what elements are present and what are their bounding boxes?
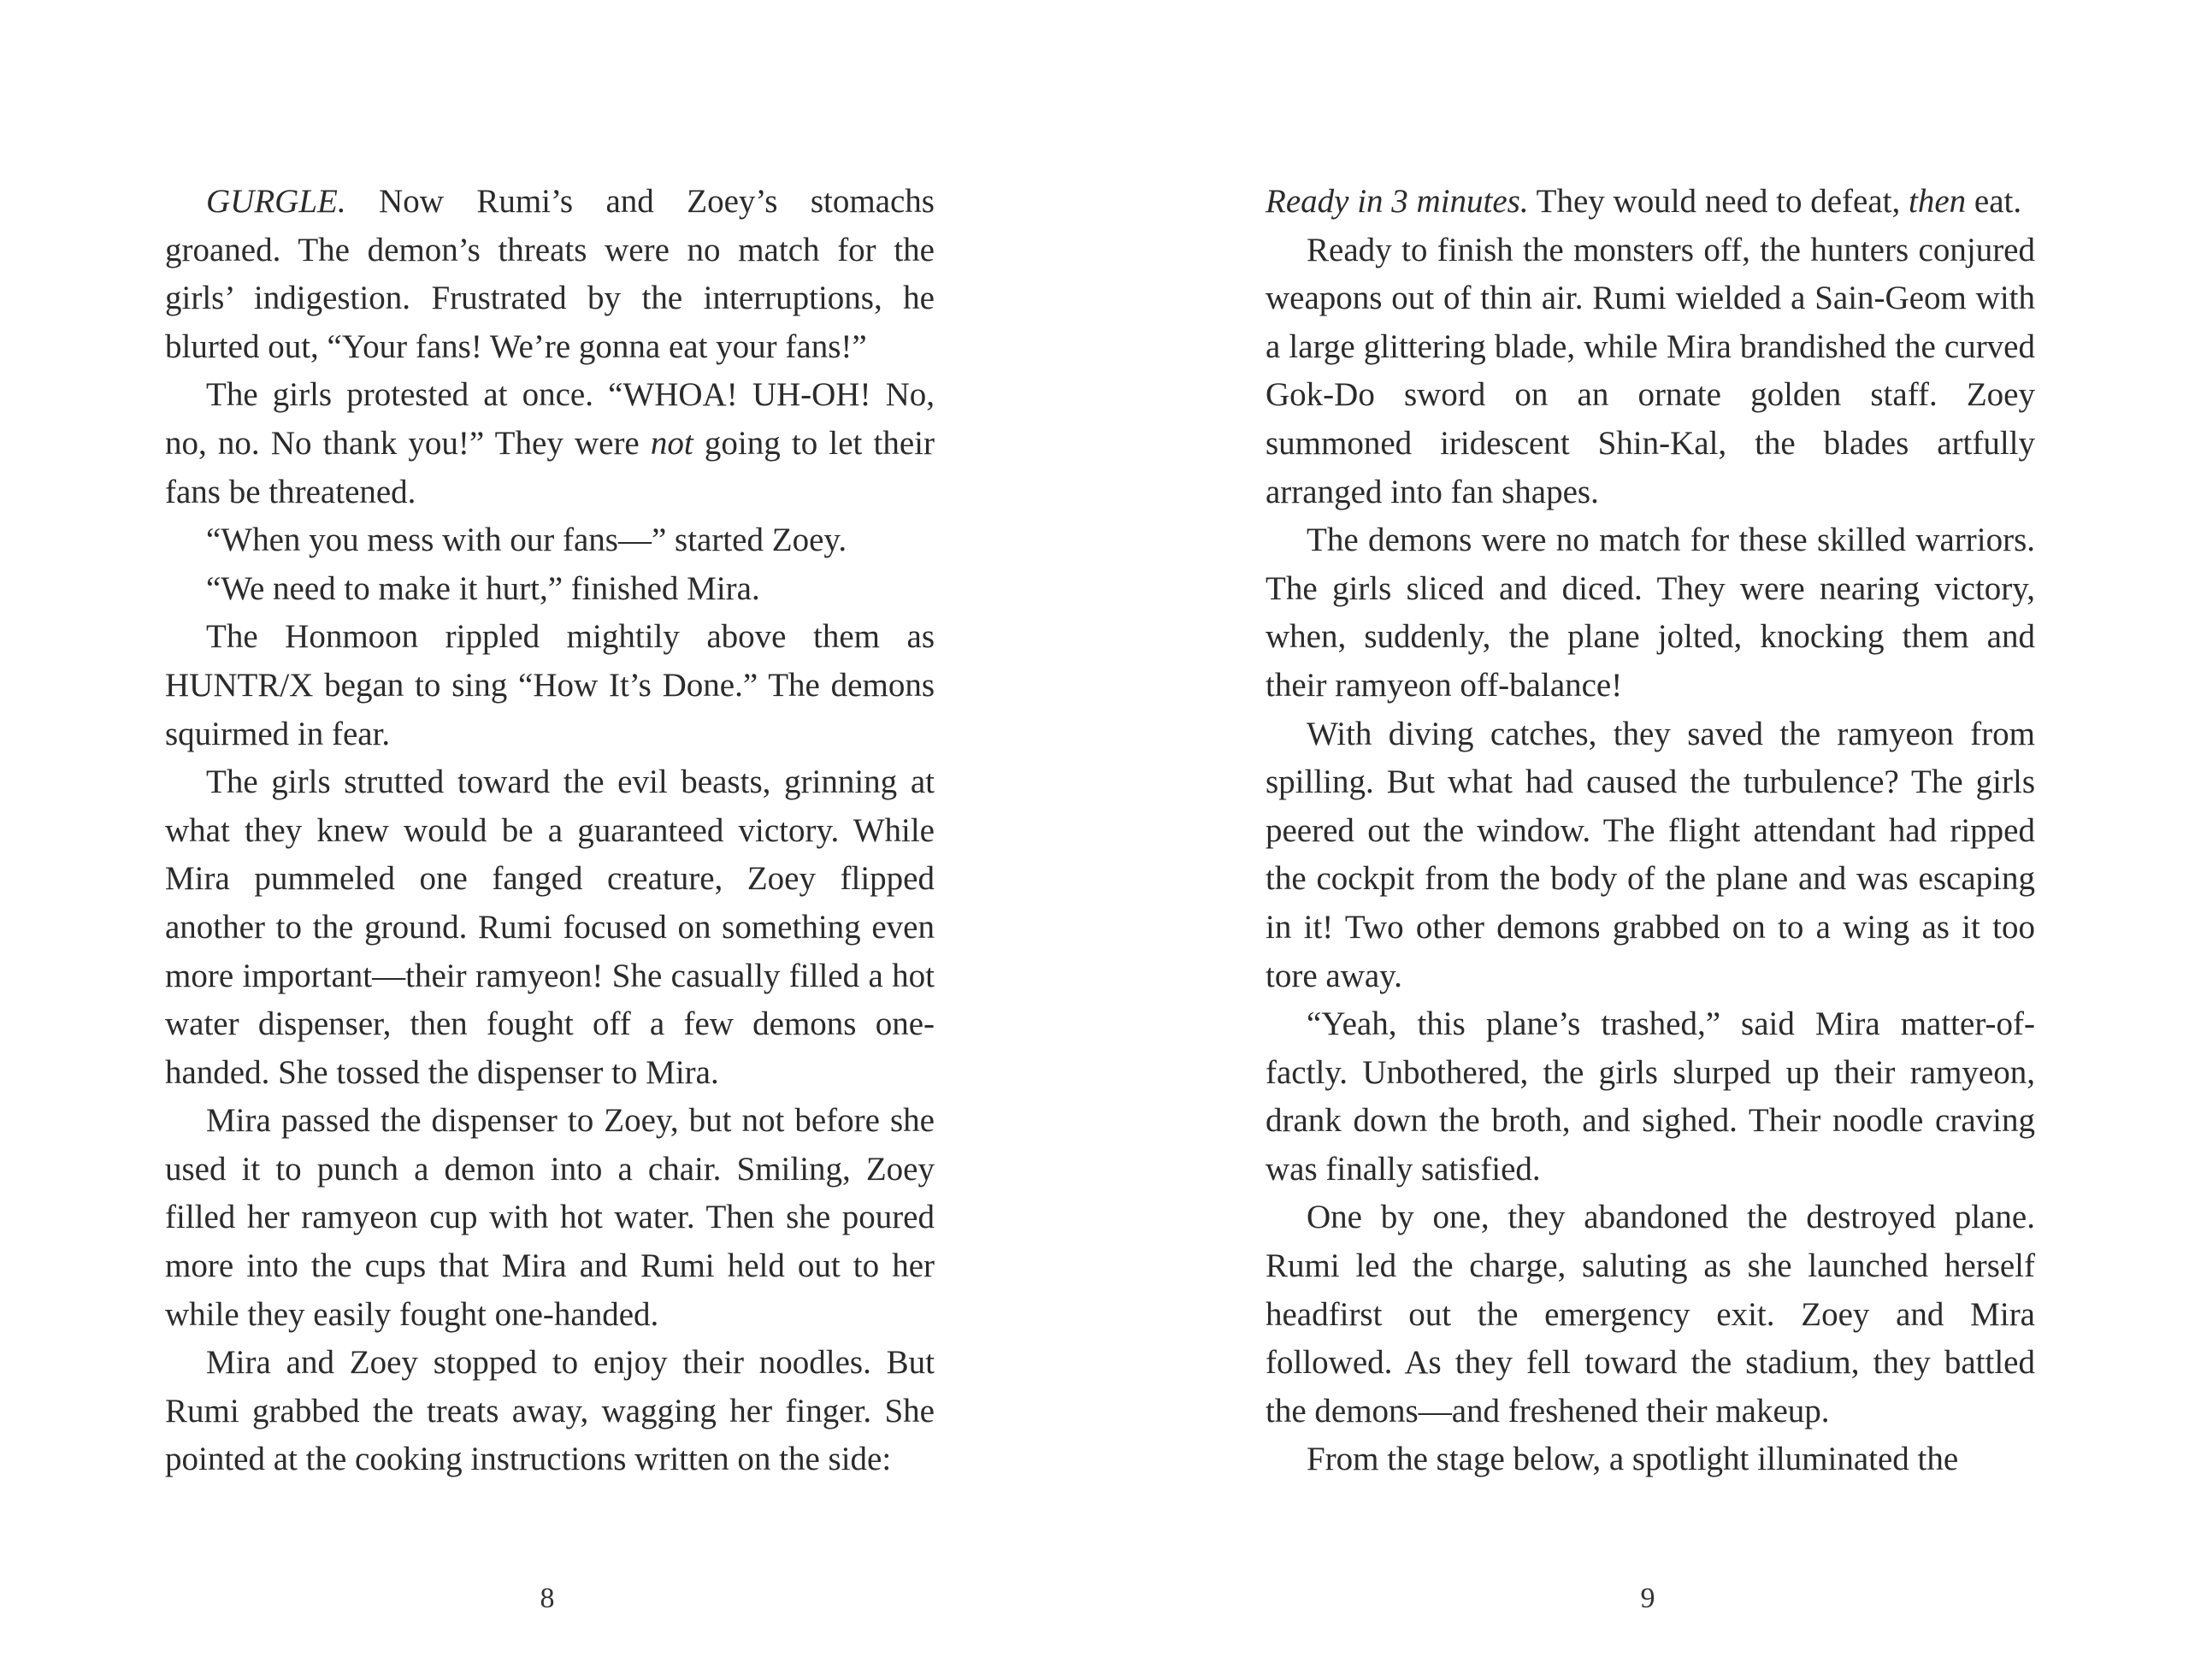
paragraph-text: They would need to defeat,	[1528, 183, 1909, 220]
paragraph	[1266, 1000, 2035, 1194]
paragraph-text: With diving catches, they saved the ramyeon from spilling. But what had caused the turbulence? The girls peered out the window. The flight attendant had ripped the cockpit from the body of the plane and was escaping in it! Two other demons grabbed on to a wing as it too tore away.	[1266, 715, 2035, 994]
right-page-text	[1266, 178, 2035, 1484]
italic-text: not	[650, 424, 693, 462]
paragraph-text: Mira passed the dispenser to Zoey, but not before she used it to punch a demon into a chair. Smiling, Zoey filled her ramyeon cup with hot water. Then she poured more into the cups that Mira and Rumi held out to her while they easily fought one-handed.	[165, 1102, 935, 1333]
paragraph-text: “We need to make it hurt,” finished Mira.	[206, 569, 760, 607]
paragraph-text: “When you mess with our fans—” started Zoey.	[206, 522, 847, 559]
paragraph-text: going to let their fans be threatened.	[165, 424, 935, 510]
paragraph-text: The demons were no match for these skilled warriors. The girls sliced and diced. They were nearing victory, when, suddenly, the plane jolted, knocking them and their ramyeon off-balance!	[1266, 522, 2035, 704]
page-number-left: 8	[540, 1583, 555, 1614]
paragraph	[1266, 710, 2035, 1001]
left-page-text	[165, 178, 935, 1484]
paragraph	[165, 613, 935, 758]
paragraph	[165, 1339, 935, 1484]
page-number-right: 9	[1640, 1583, 1655, 1614]
paragraph	[165, 1097, 935, 1339]
paragraph-text: One by one, they abandoned the destroyed plane. Rumi led the charge, saluting as she launched herself headfirst out the emergency exit. Zoey and Mira followed. As they fell toward the stadium, they battled the demons—and freshened their makeup.	[1266, 1199, 2035, 1429]
italic-text: then	[1909, 183, 1967, 220]
paragraph-text: Now Rumi’s and Zoey’s stomachs groaned. The demon’s threats were no match for the girls’ indigestion. Frustrated by the interruptions, he blurted out, “Your fans! We’re gonna eat your fans!”	[165, 183, 935, 365]
paragraph	[165, 371, 935, 516]
paragraph	[165, 758, 935, 1097]
paragraph-text: Ready to finish the monsters off, the hunters conjured weapons out of thin air. Rumi wielded a Sain-Geom with a large glittering blade, while Mira brandished the curved Gok-Do sword on an ornate golden staff. Zoey summoned iridescent Shin-Kal, the blades artfully arranged into fan shapes.	[1266, 231, 2035, 510]
paragraph	[1266, 1435, 2035, 1484]
paragraph-text: “Yeah, this plane’s trashed,” said Mira matter-of-factly. Unbothered, the girls slurped up their ramyeon, drank down the broth, and sighed. Their noodle craving was finally satisfied.	[1266, 1005, 2035, 1188]
paragraph	[165, 516, 935, 565]
paragraph-text: eat.	[1966, 183, 2022, 220]
paragraph	[165, 565, 935, 614]
paragraph	[1266, 178, 2035, 227]
paragraph	[1266, 1194, 2035, 1435]
paragraph-text: The girls strutted toward the evil beasts, grinning at what they knew would be a guaranteed victory. While Mira pummeled one fanged creature, Zoey flipped another to the ground. Rumi focused on something even more important—their ramyeon! She casually filled a hot water dispenser, then fought off a few demons one-handed. She tossed the dispenser to Mira.	[165, 763, 935, 1091]
italic-text: GURGLE.	[206, 183, 346, 220]
paragraph	[165, 178, 935, 371]
italic-text: Ready in 3 minutes.	[1266, 183, 1529, 220]
paragraph-text: From the stage below, a spotlight illuminated the	[1307, 1441, 1959, 1478]
paragraph-text: The Honmoon rippled mightily above them as HUNTR/X began to sing “How It’s Done.” The demons squirmed in fear.	[165, 618, 935, 752]
paragraph	[1266, 227, 2035, 517]
paragraph-text: The girls protested at once. “WHOA! UH-OH! No, no, no. No thank you!” They were	[165, 376, 935, 462]
paragraph	[1266, 516, 2035, 710]
paragraph-text: Mira and Zoey stopped to enjoy their noodles. But Rumi grabbed the treats away, wagging her finger. She pointed at the cooking instructions written on the side:	[165, 1344, 935, 1478]
